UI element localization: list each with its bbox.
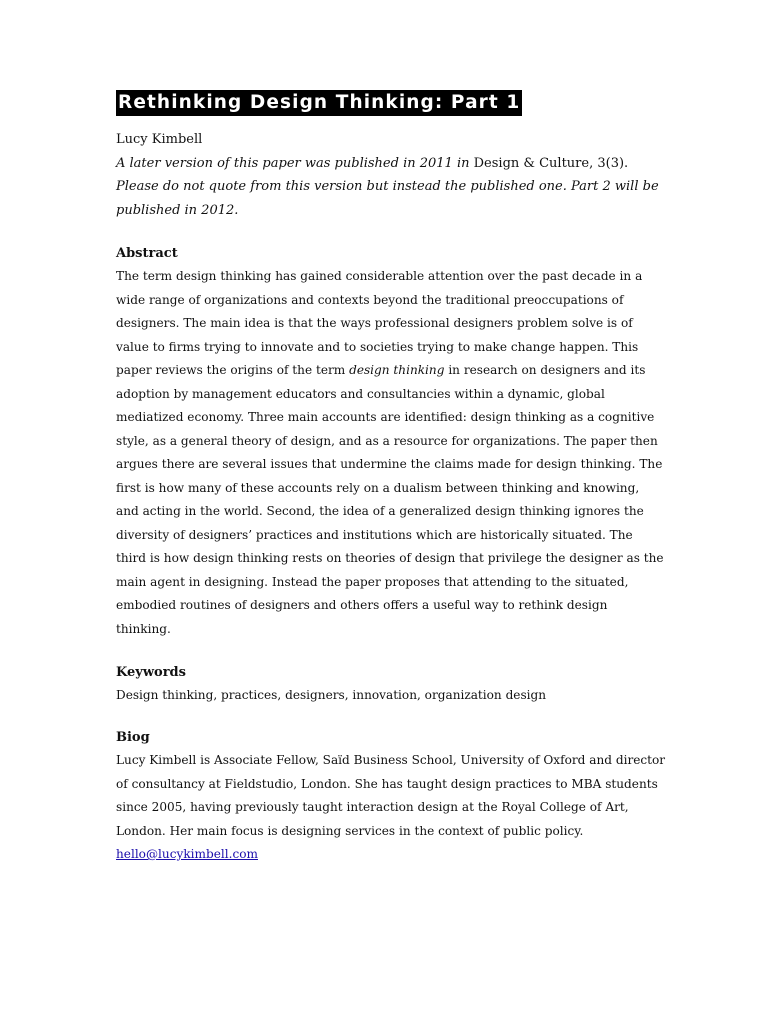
biog-heading: Biog [116,730,150,745]
abstract-line: diversity of designers’ practices and institutions which are historically situated. The [116,527,633,542]
biog-body [116,749,666,843]
author-name: Lucy Kimbell [116,132,203,147]
abstract-line: main agent in designing. Instead the paper proposes that attending to the situated, [116,574,629,589]
document-page [116,90,666,867]
abstract-line [116,359,656,383]
keywords-heading: Keywords [116,665,186,680]
abstract-line: designers. The main idea is that the ways professional designers problem solve is of [116,316,633,330]
abstract-heading: Abstract [116,246,178,261]
keywords-list: Design thinking, practices, designers, innovation, organization design [116,688,547,702]
abstract-line: value to firms trying to innovate and to societies trying to make change happen. This [116,339,639,354]
publication-note-line-3: published in 2012. [116,202,239,218]
abstract-line-pre: paper reviews the origins of the term [116,363,350,377]
abstract-line-post: in research on designers and its [444,363,646,377]
abstract-section [116,243,664,641]
keywords-section [116,662,656,706]
abstract-line: third is how design thinking rests on theories of design that privilege the designer as the [116,551,664,565]
paper-title: Rethinking Design Thinking: Part 1 [116,90,522,116]
biog-line: London. Her main focus is designing services in the context of public policy. [116,823,584,838]
publication-note-line-1 [116,152,656,176]
abstract-line: embodied routines of designers and others offers a useful way to rethink design [116,598,608,612]
publication-note-line-2: Please do not quote from this version but instead the published one. Part 2 will be [116,179,659,194]
biog-line: Lucy Kimbell is Associate Fellow, Saïd Business School, University of Oxford and director [116,753,666,767]
abstract-line: and acting in the world. Second, the idea of a generalized design thinking ignores the [116,504,644,518]
abstract-line: mediatized economy. Three main accounts are identified: design thinking as a cognitive [116,410,655,424]
abstract-line: wide range of organizations and contexts beyond the traditional preoccupations of [116,292,624,307]
abstract-line: The term design thinking has gained considerable attention over the past decade in a [116,269,643,283]
abstract-line: first is how many of these accounts rely on a dualism between thinking and knowing, [116,480,640,495]
biog-line: since 2005, having previously taught interaction design at the Royal College of Art, [116,800,629,814]
abstract-body [116,265,664,641]
abstract-line: thinking. [116,621,171,636]
publication-note-prefix: A later version of this paper was published in 2011 in [116,155,474,171]
journal-reference: Design & Culture, 3(3). [473,155,629,171]
abstract-line: argues there are several issues that undermine the claims made for design thinking. The [116,457,663,471]
design-thinking-term: design thinking [349,363,445,377]
biog-section [116,727,666,867]
abstract-line: style, as a general theory of design, and as a resource for organizations. The paper then [116,433,658,448]
biog-line: of consultancy at Fieldstudio, London. She has taught design practices to MBA students [116,776,658,791]
email-link[interactable]: hello@lucykimbell.com [116,847,258,861]
abstract-line: adoption by management educators and consultancies within a dynamic, global [116,386,605,401]
